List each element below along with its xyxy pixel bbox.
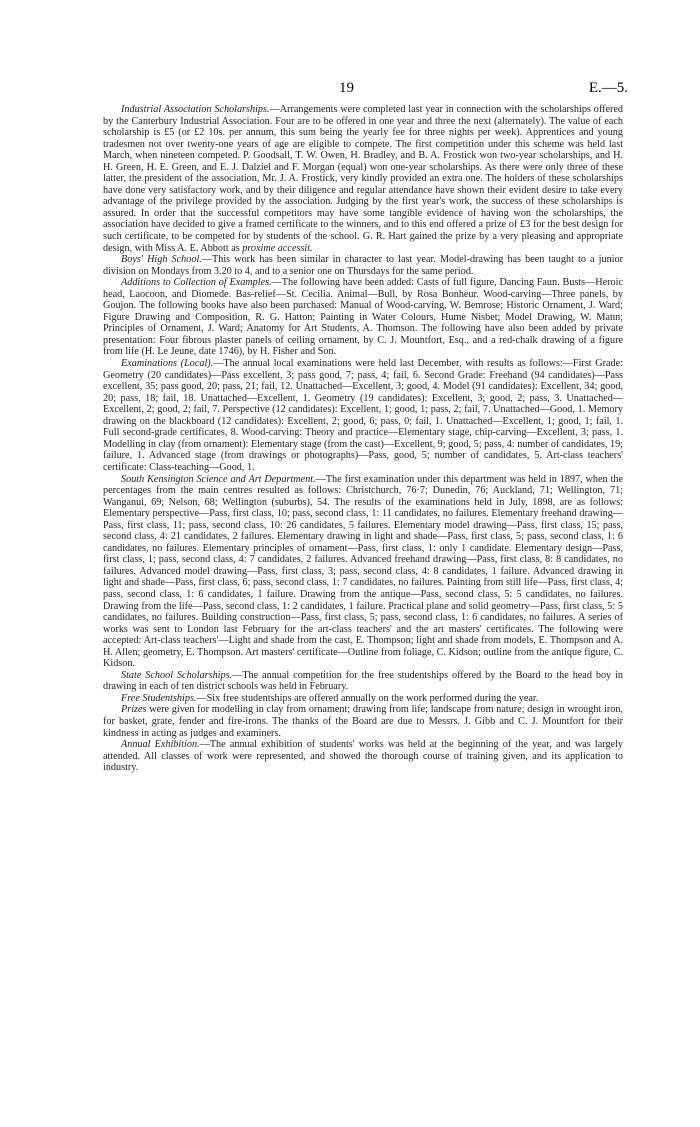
document-body bbox=[103, 104, 623, 774]
paragraph-text: —The following have been added: Casts of full figure, Dancing Faun. Busts—Heroic head, Laocoon, and Diomede. Bas-relief—St. Cecilia. Animal—Bull, by Rosa Bonheur. Wood-carving—Three panels, by Goujon. The following books have also been purchased: Manual of Wood-carving, W. Bemrose; Historic Ornament, J. Ward; Figure Drawing and Composition, R. G. Hatton; Painting in Water Colours, Hume Nisbet; Model Drawing, W. Mann; Principles of Ornament, J. Ward; Anatomy for Art Students, A. Thomson. The following have also been added by private presentation: Four fibrous plaster panels of ceiling ornament, by C. J. Mountfort, Esq., and a red-chalk drawing of a figure from life (H. Le Jeune, date 1746), by H. Fisher and Son. bbox=[103, 277, 623, 358]
page-number: 19 bbox=[339, 80, 354, 96]
paragraph-text: —The annual local examinations were held last December, with results as follows:—First Grade: Geometry (20 candidates)—Pass excellent, 3; pass good, 7; pass, 4; fail, 6. Second Grade: Freehand (94 candidates)—Pass excellent, 35; pass good, 20; pass, 21; fail, 12. Unattached—Excellent, 3; good, 4. Model (91 candidates): Excellent, 34; good, 20; pass, 18; fail, 18. Unattached—Excellent, 1. Geometry (19 candidates): Excellent, 3; good, 2; pass, 3. Unattached—Excellent, 2; good, 2; fail, 7. Perspective (12 candidates): Excellent, 1; good, 1; pass, 2; fail, 7. Unattached—Good, 1. Memory drawing on the blackboard (12 candidates): Excellent, 2; good, 6; pass, 0; fail, 1. Unattached—Excellent, 1; good, 1; fail, 1. Full second-grade certificates, 8. Wood-carving: Theory and practice—Elementary stage, chip-carving—Excellent, 3; pass, 1. Modelling in clay (from ornament): Elementary stage (from the cast)—Excellent, 9; good, 5; pass, 4: number of candidates, 19; failure, 1. Advanced stage (from drawings or photographs)—Pass, good, 5; number of candidates, 5. Art-class teachers' certificate: Class-teaching—Good, 1. bbox=[103, 358, 623, 473]
paragraph-state-school bbox=[103, 670, 623, 693]
paragraph-text: —This work has been similar in character to last year. Model-drawing has been taught to a junior division on Mondays from 3.20 to 4, and to a senior one on Thursdays for the same period. bbox=[103, 254, 623, 277]
paragraph-prizes bbox=[103, 704, 623, 739]
paragraph-examinations-local bbox=[103, 358, 623, 473]
paragraph-boys-high-school bbox=[103, 254, 623, 277]
paragraph-heading: Free Studentships. bbox=[121, 692, 197, 704]
paragraph-heading: Industrial Association Scholarships. bbox=[121, 104, 270, 115]
paragraph-heading: Annual Exhibition. bbox=[121, 739, 200, 751]
paragraph-heading: South Kensington Science and Art Department. bbox=[121, 473, 316, 485]
paragraph-south-kensington bbox=[103, 474, 623, 670]
paragraph-industrial-association bbox=[103, 104, 623, 254]
paragraph-heading: Examinations (Local). bbox=[121, 358, 214, 370]
paragraph-text: were given for modelling in clay from ornament; drawing from life; landscape from nature; design in wrought iron, for basket, grate, fender and fire-irons. The thanks of the Board are due to Messrs. J. Gibb and C. J. Mountfort for their kindness in acting as judges and examiners. bbox=[103, 704, 623, 739]
paragraph-tail: proxime accessit. bbox=[242, 242, 313, 254]
document-reference: E.—5. bbox=[588, 80, 628, 96]
paragraph-heading: Boys' High School. bbox=[121, 254, 202, 266]
paragraph-free-studentships bbox=[103, 693, 623, 705]
paragraph-heading: Additions to Collection of Examples. bbox=[121, 277, 272, 289]
paragraph-text: —The annual competition for the free studentships offered by the Board to the head boy in drawing in each of ten district schools was held in February. bbox=[103, 669, 623, 693]
paragraph-text: —The first examination under this department was held in 1897, when the percentages from the main centres resulted as follows: Christchurch, 76·7; Dunedin, 76; Auckland, 71; Wellington, 71; Wanganui, 69; Nelson, 68; Wellington (suburbs), 54. The results of the examinations held in July, 1898, are as follows: Elementary perspective—Pass, first class, 10; pass, second class, 1: 11 candidates, no failures. Elementary freehand drawing—Pass, first class, 11; pass, second class, 10: 26 candidates, 5 failures. Elementary model drawing—Pass, first class, 15; pass, second class, 4: 21 candidates, 2 failures. Elementary drawing in light and shade—Pass, first class, 5; pass, second class, 1: 6 candidates, no failures. Elementary principles of ornament—Pass, first class, 1: only 1 candidate. Elementary design—Pass, first class, 1; pass, second class, 4: 7 candidates, 2 failures. Advanced freehand drawing—Pass, first class, 8: 8 candidates, no failures. Advanced model drawing—Pass, first class, 3; pass, second class, 4: 8 candidates, 1 failure. Advanced drawing in light and shade—Pass, first class, 6; pass, second class, 1: 7 candidates, no failures. Painting from still life—Pass, first class, 4; pass, second class, 1: 6 candidates, 1 failure. Drawing from the antique—Pass, second class, 5: 5 candidates, no failures. Drawing from the life—Pass, second class, 1: 2 candidates, 1 failure. Practical plane and solid geometry—Pass, first class, 5: 5 candidates, no failures. Building construction—Pass, first class, 5; pass, second class, 1: 6 candidates, no failures. A series of works was sent to London last February for the art-class teachers' and the art masters' certificates. The following were accepted: Art-class teachers'—Light and shade from the cast, E. Thompson; light and shade from models, E. Thompson and A. H. Allen; geometry, E. Thompson. Art masters' certificate—Outline from foliage, C. Kidson; outline from the antique figure, C. Kidson. bbox=[103, 473, 623, 670]
paragraph-text: —Six free studentships are offered annually on the work performed during the year. bbox=[196, 692, 539, 704]
paragraph-additions bbox=[103, 277, 623, 358]
paragraph-heading: Prizes bbox=[121, 704, 147, 716]
paragraph-text: —Arrangements were completed last year in connection with the scholarships offered by the Canterbury Industrial Association. Four are to be offered in one year and three the next (alternately). The value of each scholarship is £5 (or £2 10s. per annum, this sum being the yearly fee for three nights per week). Apprentices and young tradesmen not over twenty-one years of age are eligible to compete. The first competition under this scheme was held last March, when nineteen competed. P. Goodsall, T. W. Owen, H. Bradley, and B. A. Frostick won two-year scholarships, and H. H. Green, H. E. Green, and E. J. Dalziel and F. Morgan (equal) won one-year scholarships. As there were only three of these latter, the president of the association, Mr. J. A. Frostick, very kindly provided an extra one. The holders of these scholarships have done very satisfactory work, and by their diligence and regular attendance have shown their evident desire to take every advantage of the privilege provided by the association. Judging by the first year's work, the success of these scholarships is assured. In order that the successful competitors may have some tangible evidence of having won the scholarships, the association have decided to give a framed certificate to the winners, and to this end offered a prize of £3 for the best design for such certificate, to be competed for by students of the school. G. R. Hart gained the prize by a very pleasing and appropriate design, with Miss A. E. Abbott as bbox=[103, 104, 623, 254]
paragraph-annual-exhibition bbox=[103, 739, 623, 774]
paragraph-text: —The annual exhibition of students' works was held at the beginning of the year, and was largely attended. All classes of work were represented, and showed the thorough course of training given, and its application to industry. bbox=[103, 739, 624, 774]
page-header bbox=[0, 80, 700, 102]
paragraph-heading: State School Scholarships. bbox=[121, 669, 233, 681]
